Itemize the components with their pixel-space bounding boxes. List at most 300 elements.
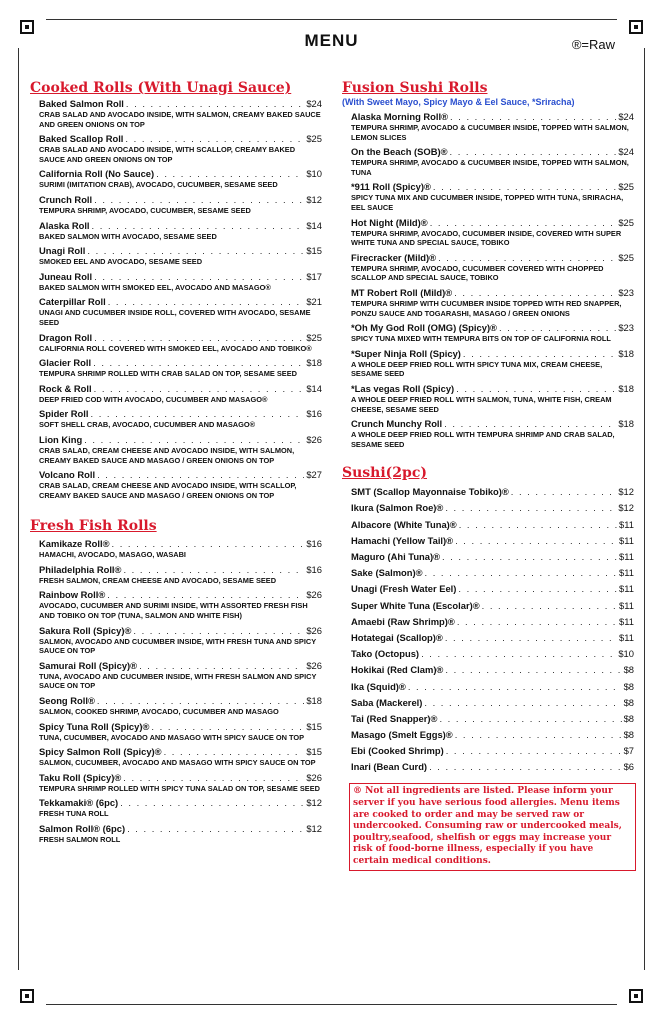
menu-item-price: $23 bbox=[618, 286, 634, 298]
menu-item-description: CRAB SALAD AND AVOCADO INSIDE, WITH SCALLOP, CREAMY BAKED SAUCE AND GREEN ONIONS ON TOP bbox=[39, 145, 296, 164]
menu-item-price: $8 bbox=[623, 712, 634, 724]
menu-item-name: *Oh My God Roll (OMG) (Spicy)® bbox=[351, 322, 497, 334]
menu-item-line bbox=[351, 761, 634, 773]
menu-item-line bbox=[39, 434, 322, 446]
dot-leader bbox=[123, 772, 304, 784]
dot-leader bbox=[445, 502, 616, 514]
menu-item-price: $11 bbox=[619, 534, 634, 546]
menu-item-name: Tako (Octopus) bbox=[351, 648, 420, 660]
menu-item bbox=[351, 383, 634, 414]
menu-item-description: DEEP FRIED COD WITH AVOCADO, CUCUMBER AND MASAGO® bbox=[39, 394, 268, 404]
menu-item-name: Alaska Morning Roll® bbox=[351, 111, 449, 122]
menu-item-line bbox=[39, 695, 322, 707]
menu-item-price: $26 bbox=[306, 624, 322, 636]
menu-item-description: SALMON, CUCUMBER, AVOCADO AND MASAGO WITH SPICY SAUCE ON TOP bbox=[39, 758, 316, 768]
menu-item-description: TEMPURA SHRIMP ROLLED WITH CRAB SALAD ON TOP, SESAME SEED bbox=[39, 369, 298, 379]
menu-item-price: $27 bbox=[306, 469, 322, 481]
menu-item bbox=[39, 296, 322, 327]
menu-item-line bbox=[39, 133, 322, 145]
menu-item-name: Hot Night (Mild)® bbox=[351, 216, 428, 228]
menu-item-name: Samurai Roll (Spicy)® bbox=[39, 659, 138, 671]
menu-item-name: Volcano Roll bbox=[39, 469, 96, 481]
menu-item-name: On the Beach (SOB)® bbox=[351, 146, 448, 158]
dot-leader bbox=[463, 348, 616, 360]
menu-item-line bbox=[351, 648, 634, 660]
fusion-rolls-list bbox=[342, 111, 634, 449]
menu-item-line bbox=[351, 664, 634, 676]
dot-leader bbox=[499, 322, 616, 334]
menu-item-line bbox=[351, 535, 634, 547]
menu-item-description: FRESH SALMON ROLL bbox=[39, 835, 121, 844]
sushi-list bbox=[342, 486, 634, 773]
menu-item-line bbox=[39, 245, 322, 257]
menu-item-price: $18 bbox=[618, 382, 634, 394]
menu-item-description: CRAB SALAD, CREAM CHEESE AND AVOCADO INSIDE, WITH SCALLOP, CREAMY BAKED SAUCE AND MASAGO / GREEN ONIONS ON TOP bbox=[39, 481, 297, 500]
menu-item-price: $11 bbox=[619, 631, 634, 643]
menu-item-line bbox=[39, 98, 322, 110]
menu-item-price: $11 bbox=[619, 551, 634, 563]
menu-item-name: Rock & Roll bbox=[39, 382, 92, 394]
menu-item-line bbox=[351, 146, 634, 158]
menu-item-name: Crunch Roll bbox=[39, 193, 93, 205]
menu-item-price: $26 bbox=[306, 589, 322, 601]
dot-leader bbox=[457, 616, 617, 628]
dot-leader bbox=[127, 823, 304, 835]
menu-item-name: Masago (Smelt Eggs)® bbox=[351, 729, 453, 741]
menu-item-name: *911 Roll (Spicy)® bbox=[351, 181, 431, 193]
left-column bbox=[30, 80, 322, 849]
dot-leader bbox=[445, 664, 621, 676]
menu-item-line bbox=[351, 551, 634, 563]
menu-item bbox=[351, 600, 634, 612]
menu-item-line bbox=[351, 486, 634, 498]
menu-item-name: Tai (Red Snapper)® bbox=[351, 712, 438, 724]
menu-item bbox=[351, 486, 634, 498]
menu-item-line bbox=[351, 616, 634, 628]
dot-leader bbox=[111, 538, 304, 550]
menu-item-price: $15 bbox=[306, 245, 322, 257]
dot-leader bbox=[408, 681, 622, 693]
menu-item-price: $12 bbox=[306, 797, 322, 809]
menu-item-line bbox=[39, 538, 322, 550]
menu-item-price: $10 bbox=[618, 648, 634, 660]
dot-leader bbox=[421, 648, 616, 660]
menu-item-line bbox=[351, 418, 634, 430]
menu-item bbox=[351, 418, 634, 449]
menu-item-line bbox=[39, 469, 322, 481]
menu-item-description: A WHOLE DEEP FRIED ROLL WITH SALMON, TUNA, WHITE FISH, CREAM CHEESE, SESAME SEED bbox=[351, 394, 612, 414]
menu-item-price: $26 bbox=[306, 771, 322, 783]
menu-item-line bbox=[39, 797, 322, 809]
menu-item-price: $12 bbox=[306, 193, 322, 205]
dot-leader bbox=[430, 217, 617, 229]
dot-leader bbox=[133, 625, 304, 637]
menu-item-line bbox=[39, 220, 322, 232]
dot-leader bbox=[433, 181, 616, 193]
menu-item-line bbox=[351, 745, 634, 757]
menu-item bbox=[351, 583, 634, 595]
menu-item-description: SPICY TUNA MIXED WITH TEMPURA BITS ON TOP OF CALIFORNIA ROLL bbox=[351, 334, 611, 344]
menu-item-description: SALMON, AVOCADO AND CUCUMBER INSIDE, WITH FRESH TUNA AND SPICY SAUCE ON TOP bbox=[39, 636, 317, 656]
menu-item-name: Sake (Salmon)® bbox=[351, 567, 423, 579]
menu-item-line bbox=[39, 564, 322, 576]
page-title: MENU bbox=[304, 31, 359, 50]
menu-item-price: $7 bbox=[623, 745, 634, 757]
menu-item-price: $11 bbox=[619, 518, 634, 530]
menu-item bbox=[39, 625, 322, 656]
dot-leader bbox=[164, 746, 305, 758]
menu-item-name: Philadelphia Roll® bbox=[39, 563, 122, 575]
menu-item-line bbox=[39, 168, 322, 180]
menu-item-price: $25 bbox=[618, 216, 634, 228]
menu-item bbox=[39, 538, 322, 560]
dot-leader bbox=[454, 287, 616, 299]
menu-item-description: SURIMI (IMITATION CRAB), AVOCADO, CUCUMBER, SESAME SEED bbox=[39, 180, 278, 190]
menu-item-price: $25 bbox=[306, 331, 322, 343]
menu-item-price: $18 bbox=[306, 357, 322, 369]
menu-item-line bbox=[39, 357, 322, 369]
dot-leader bbox=[123, 564, 304, 576]
menu-item-name: Alaska Roll bbox=[39, 219, 90, 231]
menu-item-line bbox=[351, 502, 634, 514]
menu-item bbox=[39, 589, 322, 620]
dot-leader bbox=[97, 469, 304, 481]
dot-leader bbox=[438, 252, 616, 264]
menu-item-price: $14 bbox=[306, 382, 322, 394]
menu-item-price: $25 bbox=[618, 251, 634, 263]
menu-item-description: SALMON, COOKED SHRIMP, AVOCADO, CUCUMBER AND MASAGO bbox=[39, 707, 279, 717]
menu-item-description: CALIFORNIA ROLL COVERED WITH SMOKED EEL, AVOCADO AND TOBIKO® bbox=[39, 343, 312, 353]
menu-item bbox=[351, 287, 634, 318]
menu-item-name: Firecracker (Mild)® bbox=[351, 251, 437, 263]
dot-leader bbox=[93, 357, 304, 369]
menu-item-price: $25 bbox=[618, 181, 634, 193]
menu-item bbox=[39, 721, 322, 743]
fresh-fish-rolls-title: Fresh Fish Rolls bbox=[30, 518, 157, 535]
menu-item-line bbox=[39, 721, 322, 733]
menu-item-description: TEMPURA SHRIMP, AVOCADO, CUCUMBER COVERED WITH CHOPPED SCALLOP AND SPECIAL SAUCE, TOBIKO bbox=[351, 263, 604, 283]
menu-item-price: $24 bbox=[306, 98, 322, 109]
menu-item bbox=[39, 823, 322, 845]
top-rule bbox=[46, 19, 617, 20]
menu-item-name: *Las vegas Roll (Spicy) bbox=[351, 382, 455, 394]
menu-item-price: $18 bbox=[618, 347, 634, 359]
menu-item-name: SMT (Scallop Mayonnaise Tobiko)® bbox=[351, 486, 509, 498]
menu-item-line bbox=[39, 383, 322, 395]
menu-item-name: Seong Roll® bbox=[39, 695, 95, 707]
menu-item bbox=[39, 220, 322, 242]
menu-item-line bbox=[39, 296, 322, 308]
menu-item-description: TEMPURA SHRIMP, AVOCADO, CUCUMBER, SESAME SEED bbox=[39, 205, 251, 215]
menu-item-name: Crunch Munchy Roll bbox=[351, 418, 443, 430]
menu-item bbox=[39, 168, 322, 190]
dot-leader bbox=[94, 194, 304, 206]
menu-item-name: Ika (Squid)® bbox=[351, 680, 406, 692]
menu-item-line bbox=[39, 823, 322, 835]
dot-leader bbox=[92, 220, 305, 232]
menu-item-description: CRAB SALAD, CREAM CHEESE AND AVOCADO INSIDE, WITH SALMON, CREAMY BAKED SAUCE AND MASAGO / GREEN ONIONS ON TOP bbox=[39, 445, 295, 465]
menu-item-line bbox=[351, 713, 634, 725]
menu-item-price: $11 bbox=[619, 567, 634, 579]
menu-item-name: Super White Tuna (Escolar)® bbox=[351, 599, 480, 611]
menu-item-line bbox=[351, 697, 634, 709]
dot-leader bbox=[429, 761, 622, 773]
menu-item-line bbox=[39, 772, 322, 784]
menu-item-description: TEMPURA SHRIMP, AVOCADO & CUCUMBER INSIDE, TOPPED WITH SALMON, LEMON SLICES bbox=[351, 123, 629, 142]
menu-item-name: Spicy Salmon Roll (Spicy)® bbox=[39, 746, 162, 758]
menu-item-price: $21 bbox=[306, 296, 322, 308]
menu-item-line bbox=[39, 271, 322, 283]
cooked-rolls-title: Cooked Rolls (With Unagi Sauce) bbox=[30, 80, 292, 96]
menu-item-name: Juneau Roll bbox=[39, 270, 93, 282]
menu-item bbox=[351, 322, 634, 344]
dot-leader bbox=[94, 332, 304, 344]
menu-item bbox=[39, 434, 322, 465]
menu-item-line bbox=[39, 408, 322, 420]
dot-leader bbox=[444, 418, 616, 430]
menu-item-line bbox=[351, 322, 634, 334]
dot-leader bbox=[125, 133, 304, 145]
menu-item-name: Unagi (Fresh Water Eel) bbox=[351, 583, 457, 595]
dot-leader bbox=[156, 168, 304, 180]
menu-item-description: BAKED SALMON WITH SMOKED EEL, AVOCADO AND MASAGO® bbox=[39, 282, 271, 292]
menu-item-line bbox=[351, 567, 634, 579]
menu-item bbox=[39, 695, 322, 717]
menu-item-description: CRAB SALAD AND AVOCADO INSIDE, WITH SALMON, CREAMY BAKED SAUCE AND GREEN ONIONS ON TOP bbox=[39, 110, 321, 129]
raw-legend: ®=Raw bbox=[571, 37, 615, 52]
menu-item-price: $16 bbox=[306, 563, 322, 575]
menu-item-name: Spider Roll bbox=[39, 408, 89, 420]
menu-item-description: A WHOLE DEEP FRIED ROLL WITH SPICY TUNA MIX, CREAM CHEESE, SESAME SEED bbox=[351, 359, 603, 379]
menu-item-description: BAKED SALMON WITH AVOCADO, SESAME SEED bbox=[39, 231, 217, 241]
dot-leader bbox=[455, 535, 617, 547]
menu-item-price: $18 bbox=[618, 418, 634, 430]
menu-item-line bbox=[351, 217, 634, 229]
menu-item-description: SOFT SHELL CRAB, AVOCADO, CUCUMBER AND MASAGO® bbox=[39, 420, 256, 430]
menu-item-name: Salmon Roll® (6pc) bbox=[39, 823, 126, 834]
menu-item-description: AVOCADO, CUCUMBER AND SURIMI INSIDE, WITH ASSORTED FRESH FISH AND TOBIKO ON TOP (TUNA, SALMON AND WHITE FISH) bbox=[39, 601, 308, 621]
menu-item-name: Albacore (White Tuna)® bbox=[351, 518, 457, 530]
dot-leader bbox=[84, 434, 304, 446]
menu-item-name: Unagi Roll bbox=[39, 245, 86, 257]
menu-item-description: TEMPURA SHRIMP, AVOCADO & CUCUMBER INSIDE, TOPPED WITH SALMON, TUNA bbox=[351, 158, 629, 177]
menu-item-name: Ebi (Cooked Shrimp) bbox=[351, 745, 444, 757]
menu-item-price: $11 bbox=[619, 583, 634, 595]
sushi-title: Sushi(2pc) bbox=[342, 465, 427, 482]
menu-item-description: TUNA, CUCUMBER, AVOCADO AND MASAGO WITH SPICY SAUCE ON TOP bbox=[39, 732, 305, 742]
menu-item bbox=[351, 181, 634, 212]
menu-item-line bbox=[351, 111, 634, 123]
menu-item-name: Baked Scallop Roll bbox=[39, 133, 124, 145]
menu-item-line bbox=[351, 181, 634, 193]
right-rule bbox=[644, 48, 645, 970]
menu-item-name: Saba (Mackerel) bbox=[351, 696, 423, 708]
menu-item-name: Baked Salmon Roll bbox=[39, 98, 124, 109]
menu-item bbox=[351, 551, 634, 563]
menu-item-line bbox=[351, 287, 634, 299]
dot-leader bbox=[456, 383, 616, 395]
menu-item-price: $26 bbox=[306, 433, 322, 445]
menu-item-line bbox=[351, 252, 634, 264]
menu-item bbox=[39, 133, 322, 164]
menu-item-price: $8 bbox=[623, 680, 634, 692]
menu-item-description: SMOKED EEL AND AVOCADO, SESAME SEED bbox=[39, 257, 203, 267]
menu-item bbox=[39, 194, 322, 216]
menu-item-price: $25 bbox=[306, 133, 322, 145]
menu-item bbox=[351, 681, 634, 693]
dot-leader bbox=[425, 567, 618, 579]
menu-item-description: A WHOLE DEEP FRIED ROLL WITH TEMPURA SHRIMP AND CRAB SALAD, SESAME SEED bbox=[351, 430, 615, 449]
menu-item-line bbox=[351, 681, 634, 693]
menu-item bbox=[39, 271, 322, 293]
dot-leader bbox=[94, 383, 305, 395]
dot-leader bbox=[90, 408, 304, 420]
menu-item-name: Hamachi (Yellow Tail)® bbox=[351, 534, 454, 546]
menu-item-line bbox=[39, 625, 322, 637]
allergy-notice: ® Not all ingredients are listed. Please inform your server if you have serious food allergies. Menu items are cooked to order and may be served raw or undercooked. Consuming raw or undercooked meals, poultry,seafood, shelfish or eggs may increase your risk of food-borne illness, especially if you have certain medical conditions. bbox=[349, 783, 636, 870]
dot-leader bbox=[446, 745, 622, 757]
menu-item bbox=[351, 146, 634, 177]
bottom-rule bbox=[46, 1004, 617, 1005]
menu-item-price: $18 bbox=[306, 695, 322, 707]
menu-item-line bbox=[351, 729, 634, 741]
menu-item-name: Sakura Roll (Spicy)® bbox=[39, 624, 132, 636]
menu-item-name: MT Robert Roll (Mild)® bbox=[351, 286, 453, 298]
dot-leader bbox=[97, 695, 304, 707]
corner-ornament-icon bbox=[629, 989, 643, 1003]
menu-item-price: $24 bbox=[618, 146, 634, 158]
menu-item bbox=[351, 535, 634, 547]
menu-item-name: Hotategai (Scallop)® bbox=[351, 631, 443, 643]
menu-item-name: Taku Roll (Spicy)® bbox=[39, 771, 122, 783]
dot-leader bbox=[107, 589, 304, 601]
menu-item-name: Ikura (Salmon Roe)® bbox=[351, 502, 444, 514]
menu-item-description: TEMPURA SHRIMP ROLLED WITH SPICY TUNA SALAD ON TOP, SESAME SEED bbox=[39, 783, 321, 793]
menu-item bbox=[351, 648, 634, 660]
menu-item-price: $23 bbox=[618, 322, 634, 334]
menu-item bbox=[39, 746, 322, 768]
menu-item-line bbox=[39, 194, 322, 206]
dot-leader bbox=[450, 146, 617, 158]
menu-item-name: Glacier Roll bbox=[39, 357, 92, 369]
menu-item-description: TEMPURA SHRIMP WITH CUCUMBER INSIDE TOPPED WITH RED SNAPPER, PONZU SAUCE AND TOGARASHI, MASAGO / GREEN ONIONS bbox=[351, 298, 622, 318]
menu-item bbox=[39, 357, 322, 379]
menu-item-description: FRESH TUNA ROLL bbox=[39, 809, 109, 819]
menu-item bbox=[351, 252, 634, 283]
menu-item-description: TEMPURA SHRIMP, AVOCADO, CUCUMBER INSIDE, COVERED WITH SUPER WHITE TUNA AND SPECIAL SAUCE, TOBIKO bbox=[351, 228, 622, 248]
menu-item-line bbox=[351, 600, 634, 612]
menu-item-description: TUNA, AVOCADO AND CUCUMBER INSIDE, WITH FRESH SALMON AND SPICY SAUCE ON TOP bbox=[39, 671, 317, 691]
dot-leader bbox=[482, 600, 617, 612]
menu-item bbox=[351, 713, 634, 725]
dot-leader bbox=[94, 271, 304, 283]
dot-leader bbox=[511, 486, 617, 498]
menu-item-price: $6 bbox=[623, 761, 634, 773]
menu-item-price: $15 bbox=[306, 746, 322, 758]
dot-leader bbox=[120, 797, 304, 809]
menu-item-line bbox=[351, 632, 634, 644]
fresh-fish-rolls-list bbox=[30, 538, 322, 844]
menu-item bbox=[351, 664, 634, 676]
menu-item bbox=[351, 745, 634, 757]
menu-item-description: FRESH SALMON, CREAM CHEESE AND AVOCADO, SESAME SEED bbox=[39, 575, 277, 585]
menu-item bbox=[351, 519, 634, 531]
menu-item bbox=[39, 469, 322, 500]
right-column bbox=[342, 80, 634, 871]
menu-item-price: $8 bbox=[623, 729, 634, 741]
menu-item-price: $12 bbox=[618, 486, 634, 498]
menu-item-name: Maguro (Ahi Tuna)® bbox=[351, 551, 441, 563]
dot-leader bbox=[424, 697, 621, 709]
dot-leader bbox=[450, 111, 616, 123]
menu-item-name: Tekkamaki® (6pc) bbox=[39, 797, 119, 809]
menu-item-name: Hokikai (Red Clam)® bbox=[351, 664, 444, 676]
menu-item-name: Inari (Bean Curd) bbox=[351, 761, 428, 773]
menu-item bbox=[39, 332, 322, 354]
menu-item-name: *Super Ninja Roll (Spicy) bbox=[351, 347, 461, 359]
menu-item-price: $14 bbox=[306, 219, 322, 231]
menu-item bbox=[39, 660, 322, 691]
dot-leader bbox=[459, 519, 617, 531]
dot-leader bbox=[439, 713, 621, 725]
dot-leader bbox=[455, 729, 622, 741]
menu-item-name: Kamikaze Roll® bbox=[39, 538, 110, 550]
menu-item-price: $8 bbox=[623, 664, 634, 676]
menu-item-price: $11 bbox=[619, 599, 634, 611]
menu-item-line bbox=[39, 332, 322, 344]
menu-item-price: $16 bbox=[306, 408, 322, 420]
dot-leader bbox=[442, 551, 617, 563]
menu-item-price: $10 bbox=[306, 168, 322, 180]
menu-item bbox=[39, 98, 322, 129]
menu-item-name: Lion King bbox=[39, 433, 83, 445]
menu-item-line bbox=[351, 383, 634, 395]
menu-item-line bbox=[351, 348, 634, 360]
menu-item bbox=[351, 632, 634, 644]
dot-leader bbox=[108, 296, 305, 308]
menu-item-name: Spicy Tuna Roll (Spicy)® bbox=[39, 720, 150, 732]
menu-item-name: Caterpillar Roll bbox=[39, 296, 106, 308]
menu-item-price: $12 bbox=[306, 823, 322, 834]
menu-item bbox=[39, 564, 322, 586]
dot-leader bbox=[151, 721, 304, 733]
left-rule bbox=[18, 48, 19, 970]
dot-leader bbox=[139, 660, 304, 672]
menu-item-price: $16 bbox=[306, 538, 322, 550]
menu-item-description: SPICY TUNA MIX AND CUCUMBER INSIDE, TOPPED WITH TUNA, SRIRACHA, EEL SAUCE bbox=[351, 193, 624, 212]
menu-item-line bbox=[351, 583, 634, 595]
menu-item bbox=[351, 616, 634, 628]
menu-item bbox=[351, 697, 634, 709]
menu-item-line bbox=[39, 589, 322, 601]
menu-item bbox=[351, 567, 634, 579]
menu-item bbox=[39, 408, 322, 430]
menu-item-description: HAMACHI, AVOCADO, MASAGO, WASABI bbox=[39, 550, 186, 560]
menu-item-price: $17 bbox=[306, 270, 322, 282]
corner-ornament-icon bbox=[20, 989, 34, 1003]
menu-item bbox=[351, 217, 634, 248]
menu-item-name: Dragon Roll bbox=[39, 331, 93, 343]
menu-item bbox=[351, 761, 634, 773]
fusion-rolls-subtitle: (With Sweet Mayo, Spicy Mayo & Eel Sauce, *Sriracha) bbox=[342, 97, 575, 107]
fusion-rolls-title: Fusion Sushi Rolls bbox=[342, 80, 488, 96]
menu-item-price: $11 bbox=[619, 615, 634, 627]
menu-item-price: $12 bbox=[618, 502, 634, 514]
menu-item-price: $15 bbox=[306, 720, 322, 732]
menu-item bbox=[351, 729, 634, 741]
menu-item bbox=[351, 502, 634, 514]
dot-leader bbox=[126, 98, 304, 110]
